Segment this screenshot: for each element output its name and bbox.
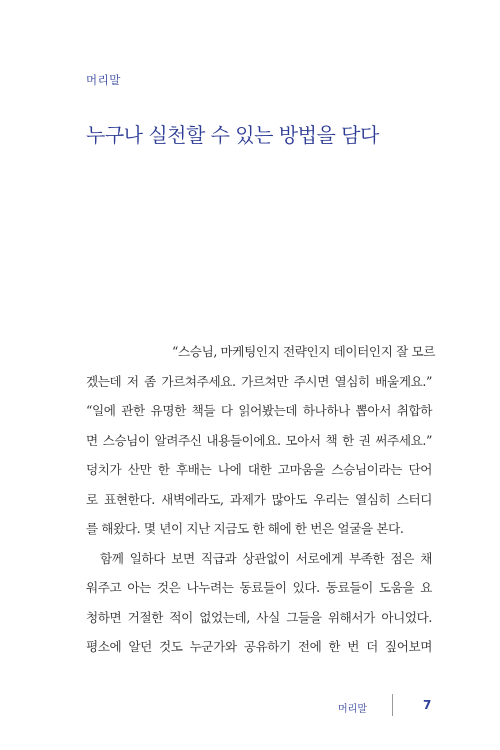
body-line: 겠는데 저 좀 가르쳐주세요. 가르쳐만 주시면 열심히 배울게요.” (86, 373, 432, 389)
footer-divider (392, 694, 393, 716)
section-label: 머리말 (86, 73, 121, 87)
body-line: 평소에 알던 것도 누군가와 공유하기 전에 한 번 더 짚어보며 (86, 639, 432, 654)
body-line: “일에 관한 유명한 책들 다 읽어봤는데 하나하나 뽑아서 취합하 (86, 403, 432, 418)
body-line: “스승님, 마케팅인지 전략인지 데이터인지 잘 모르 (172, 344, 435, 359)
body-line: 로 표현한다. 새벽에라도, 과제가 많아도 우리는 열심히 스터디 (86, 491, 432, 507)
body-line: 워주고 아는 것은 나누려는 동료들이 있다. 동료들이 도움을 요 (86, 580, 432, 595)
chapter-title: 누구나 실천할 수 있는 방법을 담다 (86, 123, 379, 147)
body-line: 청하면 거절한 적이 없었는데, 사실 그들을 위해서가 아니었다. (86, 609, 432, 625)
body-line: 면 스승님이 알려주신 내용들이에요. 모아서 책 한 권 써주세요.” (86, 432, 432, 448)
body-text (86, 337, 435, 662)
body-line: 함께 일하다 보면 직급과 상관없이 서로에게 부족한 점은 채 (100, 550, 432, 566)
body-line: 를 해왔다. 몇 년이 지난 지금도 한 해에 한 번은 얼굴을 본다. (86, 521, 404, 536)
footer-section-label: 머리말 (338, 704, 367, 715)
body-line: 덩치가 산만 한 후배는 나에 대한 고마움을 스승님이라는 단어 (86, 462, 432, 477)
page-number: 7 (423, 698, 432, 712)
